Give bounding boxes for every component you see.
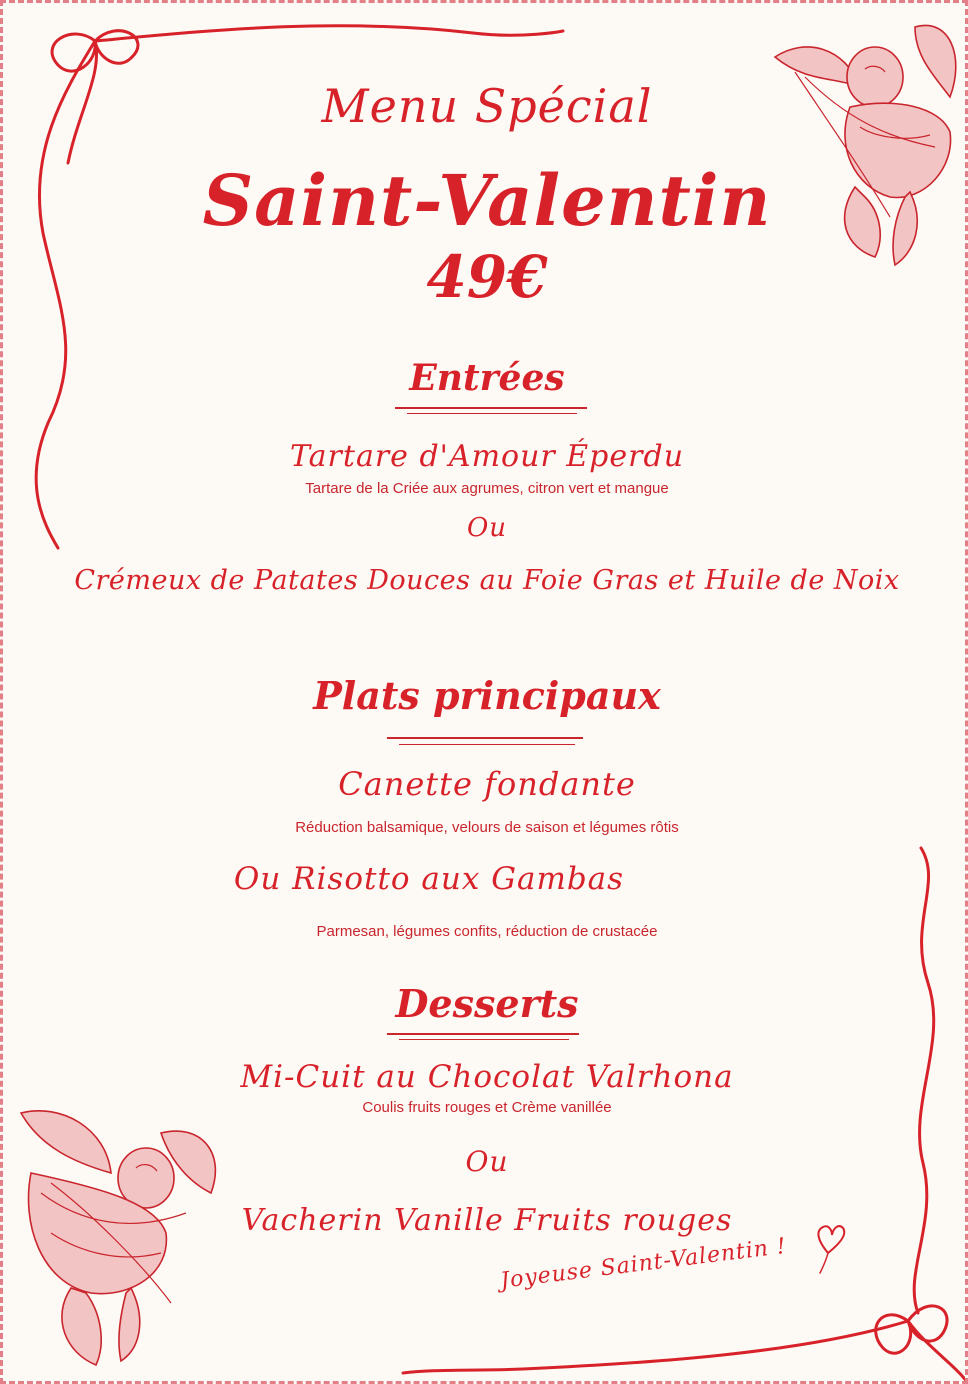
plat-dish-2-desc: Parmesan, légumes confits, réduction de crustacée bbox=[316, 923, 658, 940]
plat-dish-1: Canette fondante bbox=[338, 765, 636, 803]
section-underline bbox=[399, 1039, 569, 1040]
dessert-dish-1: Mi-Cuit au Chocolat Valrhona bbox=[240, 1059, 734, 1095]
section-underline bbox=[387, 737, 583, 739]
menu-title: Menu Spécial bbox=[321, 79, 653, 133]
entree-dish-1-desc: Tartare de la Criée aux agrumes, citron vert et mangue bbox=[305, 480, 669, 497]
plat-dish-1-desc: Réduction balsamique, velours de saison et légumes rôtis bbox=[295, 819, 679, 836]
section-underline bbox=[387, 1033, 579, 1035]
dessert-dish-1-desc: Coulis fruits rouges et Crème vanillée bbox=[362, 1099, 612, 1116]
entree-separator: Ou bbox=[466, 513, 508, 543]
dessert-dish-2: Vacherin Vanille Fruits rouges bbox=[241, 1203, 733, 1238]
entree-dish-1: Tartare d'Amour Éperdu bbox=[289, 439, 685, 474]
cupid-icon bbox=[11, 1103, 231, 1373]
section-underline bbox=[399, 744, 575, 745]
entree-dish-2: Crémeux de Patates Douces au Foie Gras et Huile de Noix bbox=[74, 565, 900, 596]
plat-dish-2: Ou Risotto aux Gambas bbox=[233, 861, 625, 897]
section-underline bbox=[407, 413, 577, 414]
section-underline bbox=[395, 407, 587, 409]
signoff: Joyeuse Saint-Valentin ! bbox=[499, 1233, 789, 1294]
section-title-desserts: Desserts bbox=[395, 981, 579, 1026]
event-title: Saint-Valentin bbox=[202, 159, 772, 242]
price: 49€ bbox=[426, 243, 548, 311]
section-title-plats: Plats principaux bbox=[313, 673, 661, 718]
dessert-separator: Ou bbox=[465, 1145, 509, 1178]
section-title-entrees: Entrées bbox=[409, 357, 565, 399]
